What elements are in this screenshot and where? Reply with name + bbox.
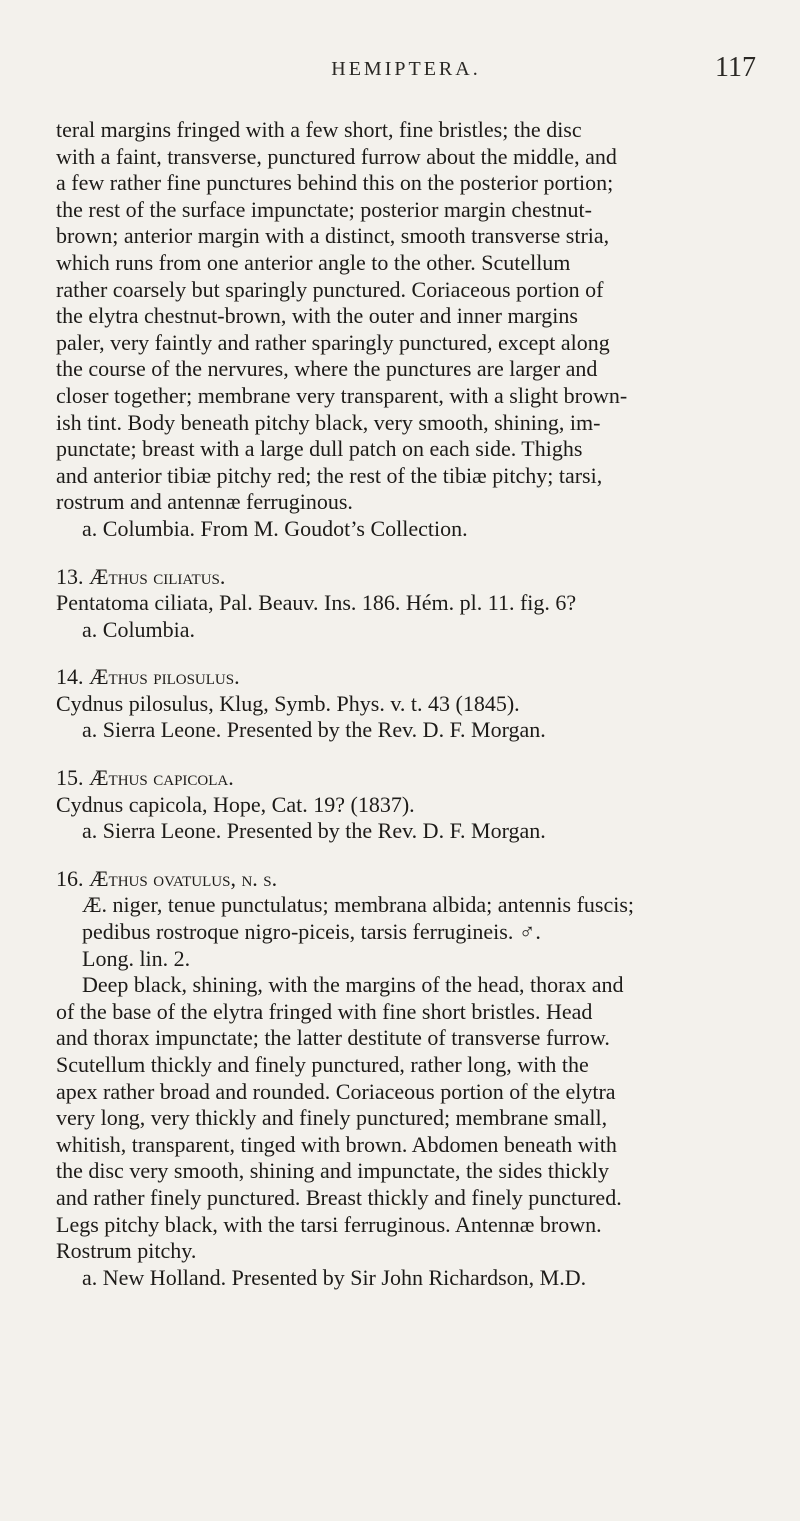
text-line: apex rather broad and rounded. Coriaceous portion of the elytra [56,1078,616,1104]
text-line: paler, very faintly and rather sparingly punctured, except along [56,329,610,355]
text-line: the disc very smooth, shining and impunctate, the sides thickly [56,1158,609,1184]
text-line: Rostrum pitchy. [56,1238,197,1264]
text-line: a few rather fine punctures behind this on the posterior portion; [56,170,614,196]
synonym-line: Cydnus pilosulus, Klug, Symb. Phys. v. t. 43 (1845). [56,690,520,716]
text-line: the rest of the surface impunctate; posterior margin chestnut- [56,196,592,222]
specimen-line: a. New Holland. Presented by Sir John Richardson, M.D. [82,1264,587,1290]
text-line: ish tint. Body beneath pitchy black, very smooth, shining, im- [56,409,601,435]
species-heading: 15. Æthus capicola. [56,765,234,791]
specimen-line: a. Sierra Leone. Presented by the Rev. D. F. Morgan. [82,818,546,844]
text-line: of the base of the elytra fringed with fine short bristles. Head [56,998,593,1024]
synonym-line: Pentatoma ciliata, Pal. Beauv. Ins. 186. Hém. pl. 11. fig. 6? [56,590,577,616]
specimen-line: a. Sierra Leone. Presented by the Rev. D. F. Morgan. [82,717,546,743]
text-line: Scutellum thickly and finely punctured, rather long, with the [56,1052,589,1077]
synonym-line: Cydnus capicola, Hope, Cat. 19? (1837). [56,791,415,817]
text-line: the elytra chestnut-brown, with the outer and inner margins [56,303,578,329]
page-header [56,52,756,92]
latin-diagnosis-line: Long. lin. 2. [82,945,191,971]
text-line: Deep black, shining, with the margins of the head, thorax and [82,972,624,998]
text-line: very long, very thickly and finely punctured; membrane small, [56,1105,608,1131]
text-line: teral margins fringed with a few short, fine bristles; the disc [56,117,582,142]
text-line: whitish, transparent, tinged with brown. Abdomen beneath with [56,1131,617,1157]
species-heading: 14. Æthus pilosulus. [56,664,240,690]
text-line: and rather finely punctured. Breast thickly and finely punctured. [56,1184,622,1210]
text-line: punctate; breast with a large dull patch on each side. Thighs [56,436,583,462]
specimen-line: a. Columbia. [82,616,196,642]
specimen-line: a. Columbia. From M. Goudot’s Collection. [82,515,468,541]
latin-diagnosis-line: Æ. niger, tenue punctulatus; membrana albida; antennis fuscis; [82,892,635,918]
latin-diagnosis-line: pedibus rostroque nigro-piceis, tarsis ferrugineis. ♂. [82,919,541,945]
text-line: Legs pitchy black, with the tarsi ferruginous. Antennæ brown. [56,1211,602,1237]
text-line: and anterior tibiæ pitchy red; the rest of the tibiæ pitchy; tarsi, [56,462,603,488]
species-heading: 16. Æthus ovatulus, n. s. [56,865,278,891]
text-line: which runs from one anterior angle to the other. Scutellum [56,249,571,275]
text-line: with a faint, transverse, punctured furrow about the middle, and [56,143,617,169]
running-head: HEMIPTERA. [331,58,481,80]
species-heading: 13. Æthus ciliatus. [56,563,226,589]
body-text [56,117,756,1291]
text-line: and thorax impunctate; the latter destitute of transverse furrow. [56,1025,610,1051]
text-line: brown; anterior margin with a distinct, smooth transverse stria, [56,223,610,249]
page-number: 117 [715,52,756,83]
text-line: rostrum and antennæ ferruginous. [56,489,353,515]
text-line: the course of the nervures, where the punctures are larger and [56,356,598,382]
text-line: closer together; membrane very transparent, with a slight brown- [56,382,628,408]
text-line: rather coarsely but sparingly punctured. Coriaceous portion of [56,276,604,302]
